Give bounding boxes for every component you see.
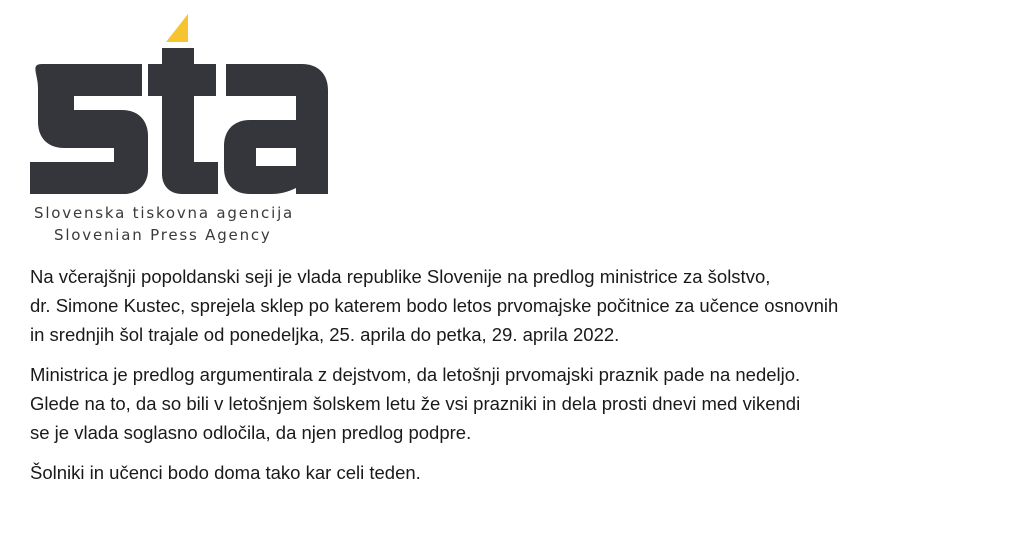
article-paragraph — [30, 458, 1010, 487]
paragraph-line: Šolniki in učenci bodo doma tako kar celi teden. — [30, 462, 421, 483]
paragraph-line: Na včerajšnji popoldanski seji je vlada republike Slovenije na predlog ministrice za šolstvo, — [30, 266, 771, 287]
accent-tick-icon — [166, 14, 188, 42]
agency-name-english: Slovenian Press Agency — [54, 226, 272, 244]
article-body — [30, 262, 1010, 498]
sta-wordmark-graphic — [30, 12, 330, 202]
paragraph-line: se je vlada soglasno odločila, da njen predlog podpre. — [30, 422, 472, 443]
paragraph-line: Ministrica je predlog argumentirala z dejstvom, da letošnji prvomajski praznik pade na nedeljo. — [30, 364, 801, 385]
article-paragraph — [30, 360, 1010, 447]
paragraph-line: in srednjih šol trajale od ponedeljka, 25. aprila do petka, 29. aprila 2022. — [30, 324, 620, 345]
paragraph-line: dr. Simone Kustec, sprejela sklep po katerem bodo letos prvomajske počitnice za učence osnovnih — [30, 295, 839, 316]
letter-t-shape — [148, 48, 218, 194]
paragraph-line: Glede na to, da so bili v letošnjem šolskem letu že vsi prazniki in dela prosti dnevi med vikendi — [30, 393, 801, 414]
letter-s-shape — [30, 64, 148, 194]
letter-a-shape — [224, 64, 328, 194]
article-paragraph — [30, 262, 1010, 349]
agency-name-slovenian: Slovenska tiskovna agencija — [34, 204, 295, 222]
